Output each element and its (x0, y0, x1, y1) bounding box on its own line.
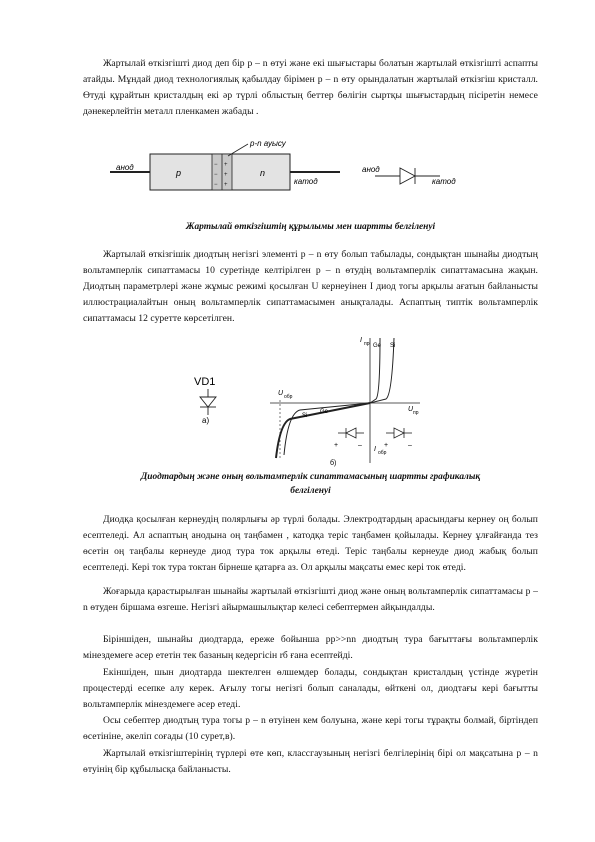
u-pr-sub: пр (413, 410, 419, 416)
sub-a-label: а) (202, 416, 210, 425)
vd1-label: VD1 (194, 376, 216, 388)
reverse-plus: + (334, 442, 339, 449)
paragraph-7: Осы себептер диодтың тура тогы p – n өтуінен кем болуына, және кері тогы тұрақты болмай, біртіндеп өсетініне, әкеліп соғады (10 сурет,в). (83, 715, 538, 743)
svg-text:+: + (224, 172, 228, 178)
svg-text:−: − (214, 172, 218, 178)
u-obr-sub: обр (284, 394, 293, 400)
pn-label: p-n ауысу (250, 139, 286, 148)
i-pr-sub: пр (364, 341, 370, 347)
paragraph-5: Біріншіден, шынайы диодтарда, ереже бойынша pp>>nn диодтың тура бағыттағы вольтамперлік мінездемеге әсер ететін тек базаның кедергісін rб ғана есептейді. (83, 634, 538, 662)
i-obr-sub: обр (378, 450, 387, 456)
anode-label: анод (116, 163, 134, 172)
ge-reverse-label: Ge (320, 409, 329, 415)
svg-text:−: − (214, 182, 218, 188)
reverse-minus: – (358, 442, 362, 449)
n-region-label: n (260, 168, 266, 178)
vd1-diode-icon (200, 397, 216, 407)
si-reverse-label: Si (302, 413, 308, 419)
forward-plus: + (384, 442, 389, 449)
paragraph-1: Жартылай өткізгішті диод деп бір p – n өтуі және екі шығыстары болатын жартылай өткізгішті аспапты атайды. Мұндай диод технологиялық қабылдау бірімен p – n өту орындалатын жартылай өткізгіш кристалл. Өтуді құрайтын кристалдың екі әр түрлі облыстың беттер бөлігін сыртқы шығыстардың пісіретін немесе дәнекерлейтін металл пленкамен жабады . (83, 58, 538, 118)
paragraph-2: Жартылай өткізгішік диодтың негізгі элементі p – n өту болып табылады, сондықтан шынайы диодтың вольтамперлік сипаттамасы 10 суретінде келтірілген p – n өтудің вольтамперлік сипаттамасына жақын. Диодтың параметрлері және жұмыс режимі қосылған U кернеуінен I диод тогы арқылы ағатын байланысты иллюстрациалайтын оның вольтамперлік сипаттамасымен анықталады. Аспаптың типтік вольтамперлік сипаттамасы 12 суретте көрсетілген. (83, 249, 538, 325)
diode-iv-figure (180, 333, 440, 468)
svg-text:−: − (214, 162, 218, 168)
forward-minus: – (408, 442, 412, 449)
cathode-label: катод (294, 177, 318, 186)
i-obr-label: I (374, 446, 376, 453)
paragraph-3: Диодқа қосылған кернеудің полярлығы әр түрлі болады. Электродтардың арасындағы кернеу оң болып есептеледі. Ал аспаптың анодына оң таңбамен , катодқа теріс таңбамен қойылады. Кернеу ұлғайғанда тез өсетін оң таңбалы кернеуде диод тура ток арқылы өтеді. Теріс таңбалы кернеуде диод жабық болып есептеледі. Кері ток тура токтан бірнеше қатарға аз. Ол арқылы мақсаты емес кері ток өтеді. (83, 514, 538, 574)
figure-2-caption-line-2: белгіленуі (290, 486, 331, 496)
i-pr-label: I (360, 337, 362, 344)
symbol-anode-label: анод (362, 165, 380, 174)
reverse-diode-icon (346, 428, 356, 438)
figure-2-caption-line-1: Диодтардың және оның вольтамперлік сипаттамасының шартты графикалық (140, 472, 481, 482)
diode-symbol-icon (400, 168, 415, 184)
symbol-cathode-label: катод (432, 177, 456, 186)
svg-text:+: + (224, 162, 228, 168)
p-region-label: p (176, 168, 182, 178)
si-label: Si (390, 343, 396, 349)
diode-structure-figure (110, 136, 520, 216)
forward-diode-icon (394, 428, 404, 438)
sub-b-label: б) (330, 460, 337, 467)
ge-label: Ge (373, 343, 382, 349)
u-obr-label: U (278, 390, 284, 397)
figure-1-caption: Жартылай өткізгіштің құрылымы мен шартты белгіленуі (185, 222, 436, 232)
paragraph-8: Жартылай өткізгіштерінің түрлері өте көп, классгаузының негізгі белгілерінің бірі ол мақсатына p – n өтуінің бір құбылысқа байланысты. (83, 748, 538, 776)
paragraph-6: Екіншіден, шын диодтарда шектелген өлшемдер болады, сондықтан кристалдың үстінде жүретін процестерді есепке алу керек. Ағылу тогы негізгі болып саналады, өйткені ол, диодтағы кері бағытты вольтамперлік мінездемеге әсер етеді. (83, 667, 538, 711)
u-pr-label: U (408, 406, 414, 413)
paragraph-4: Жоғарыда қарастырылған шынайы жартылай өткізгішті диод және оның вольтамперлік сипаттамасы p – n өтуден біршама өзгеше. Негізгі айырмашылықтар келесі себептермен айқындалды. (83, 586, 538, 614)
svg-text:+: + (224, 182, 228, 188)
